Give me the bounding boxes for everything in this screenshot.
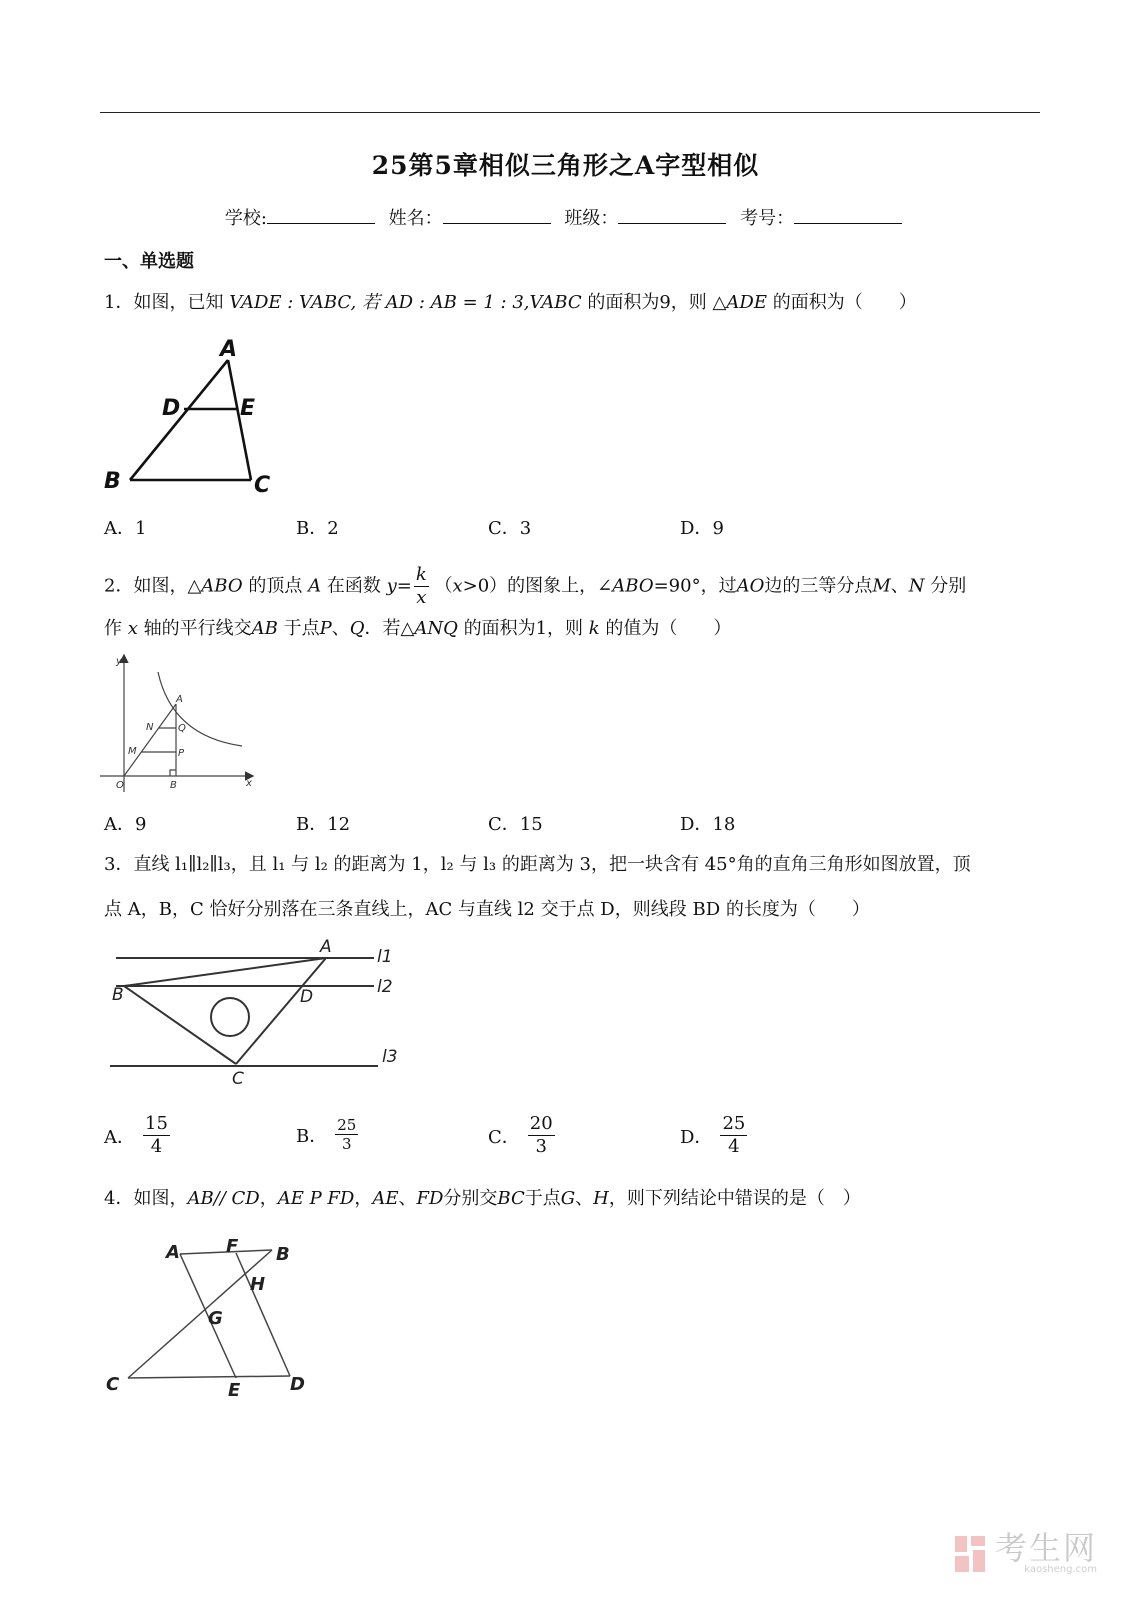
q3-option-a[interactable] <box>104 1113 170 1158</box>
label-c: C <box>232 1069 244 1089</box>
question-1-text <box>104 291 917 315</box>
info-field-school <box>225 204 379 230</box>
question-1-figure <box>96 330 296 505</box>
q2-option-a[interactable] <box>104 810 146 836</box>
question-2-line-1 <box>104 564 966 609</box>
label-l2: l2 <box>377 977 393 997</box>
q1-option-b[interactable] <box>296 514 339 540</box>
q-math: ABO <box>612 575 654 597</box>
info-field-name <box>389 204 555 230</box>
triangle-ruler-hole <box>211 998 249 1036</box>
watermark-brand: 考生网 <box>994 1529 1097 1567</box>
hyperbola-curve <box>158 672 242 746</box>
q1-option-c[interactable] <box>488 514 531 540</box>
question-4-figure <box>100 1232 330 1402</box>
segment-ao <box>124 704 176 776</box>
q-text: 的顶点 <box>248 575 303 597</box>
q-text: 直线 l₁∥l₂∥l₃，且 l₁ 与 l₂ 的距离为 1，l₂ 与 l₃ 的距离为 3，把一块含有 45°角的直角三角形如图放置，顶 <box>133 854 971 875</box>
q-text: 如图，△ <box>133 575 202 597</box>
q-text: 在函数 <box>326 575 381 597</box>
segment-bc <box>128 1250 272 1378</box>
info-label: 班级： <box>564 208 619 229</box>
option-value: 15 <box>519 814 543 835</box>
q-text: ， <box>354 1188 373 1209</box>
option-value: 18 <box>712 814 736 835</box>
fraction-numerator: 15 <box>145 1113 168 1134</box>
question-number: 1． <box>104 292 134 313</box>
q-math: AB// CD <box>187 1188 260 1209</box>
watermark-text-block <box>994 1529 1097 1575</box>
q-text: 轴的平行线交 <box>143 618 252 639</box>
q-math: y <box>386 575 397 597</box>
q2-option-b[interactable] <box>296 810 350 836</box>
option-fraction <box>143 1113 170 1158</box>
q-text: 分别 <box>930 575 967 597</box>
q-math: △ADE <box>712 292 767 313</box>
q-text: 于点 <box>524 1188 561 1209</box>
question-number: 4． <box>104 1188 134 1209</box>
q-text: ．若△ <box>364 618 415 639</box>
label-x: x <box>246 778 252 789</box>
q-text: 、 <box>331 618 350 639</box>
option-label: D． <box>680 518 713 539</box>
option-label: A． <box>104 1126 135 1148</box>
q-math: AB <box>251 618 278 639</box>
q-text: 于点 <box>283 618 320 639</box>
info-field-class <box>564 204 730 230</box>
option-value: 9 <box>135 814 147 835</box>
segment-bc <box>124 986 236 1064</box>
q-math: M <box>872 575 891 597</box>
info-blank[interactable] <box>443 209 551 224</box>
q-text: 作 <box>104 618 122 639</box>
label-c: C <box>106 1374 120 1395</box>
q-text: 、 <box>890 575 909 597</box>
q3-option-d[interactable] <box>680 1113 747 1158</box>
kaosheng-logo-icon <box>953 1534 987 1574</box>
label-b: B <box>104 469 121 494</box>
option-label: D． <box>680 1126 713 1148</box>
label-y: y <box>116 656 122 667</box>
fraction-denominator: 4 <box>150 1136 163 1157</box>
option-label: D． <box>680 814 713 835</box>
label-d: D <box>162 396 181 421</box>
q-math: AO <box>736 575 765 597</box>
q-text: 的面积为1，则 <box>463 618 584 639</box>
option-label: A． <box>104 518 135 539</box>
segment-fd <box>236 1253 290 1376</box>
label-p: P <box>178 748 185 759</box>
question-3-line-2 <box>104 898 870 922</box>
q-math: ABO <box>201 575 243 597</box>
k-over-x-fraction <box>414 564 429 609</box>
fraction-numerator: k <box>415 564 427 585</box>
question-number: 3． <box>104 854 134 875</box>
q-text: （ <box>434 575 453 597</box>
q-math: VADE : VABC, 若 AD : AB = 1 : 3,VABC <box>229 292 582 313</box>
info-field-exam-number <box>740 204 906 230</box>
info-blank[interactable] <box>618 209 726 224</box>
label-h: H <box>250 1274 266 1295</box>
option-fraction <box>720 1113 747 1158</box>
option-label: B． <box>296 518 328 539</box>
label-m: M <box>128 746 137 757</box>
q-math: ANQ <box>414 618 458 639</box>
label-a: A <box>166 1242 180 1263</box>
student-info-line <box>0 204 1131 230</box>
q-math: H <box>593 1188 609 1209</box>
q-math: FD <box>416 1188 444 1209</box>
segment-cd <box>128 1376 290 1378</box>
q-math: AE <box>372 1188 399 1209</box>
q-math: AE P FD <box>277 1188 355 1209</box>
option-label: A． <box>104 814 135 835</box>
option-label: C． <box>488 518 520 539</box>
label-l3: l3 <box>382 1047 398 1067</box>
question-4-text <box>104 1187 861 1211</box>
segment-ab <box>124 958 326 986</box>
option-value: 1 <box>135 518 147 539</box>
q-text: 、 <box>398 1188 417 1209</box>
page-title: 25第5章相似三角形之A字型相似 <box>371 151 760 180</box>
q1-option-a[interactable] <box>104 514 146 540</box>
label-g: G <box>208 1308 223 1329</box>
fraction-denominator: x <box>416 587 427 608</box>
option-label: B． <box>296 814 328 835</box>
option-fraction <box>528 1113 555 1158</box>
q-text: 点 A，B，C 恰好分别落在三条直线上，AC 与直线 l2 交于点 D，则线段 BD 的长度为（ ） <box>104 899 870 920</box>
label-b: B <box>170 780 177 791</box>
option-label: C． <box>488 1126 520 1148</box>
q-math: A <box>308 575 322 597</box>
q-text: 边的三等分点 <box>764 575 873 597</box>
header-rule <box>100 112 1040 113</box>
question-number: 2． <box>104 575 134 597</box>
option-value: 9 <box>712 518 724 539</box>
q-text: = <box>396 575 412 597</box>
q-text: 如图，已知 <box>133 292 224 313</box>
watermark <box>953 1529 1097 1575</box>
q2-option-c[interactable] <box>488 810 543 836</box>
q-math: x <box>127 618 138 639</box>
watermark-url: kaosheng.com <box>1024 1564 1097 1575</box>
label-d: D <box>300 987 314 1007</box>
q-math: P <box>319 618 332 639</box>
q-text: ，则下列结论中错误的是（ ） <box>608 1188 861 1209</box>
fraction-numerator: 25 <box>722 1113 746 1134</box>
q-text: 的值为（ ） <box>605 618 732 639</box>
fraction-numerator: 20 <box>529 1113 553 1134</box>
q3-option-b[interactable] <box>296 1116 358 1153</box>
segment-ac <box>236 958 326 1064</box>
q2-option-d[interactable] <box>680 810 735 836</box>
label-n: N <box>146 722 154 733</box>
q-text: 的面积为9，则 <box>587 292 707 313</box>
q1-option-d[interactable] <box>680 514 724 540</box>
label-d: D <box>290 1374 305 1395</box>
q-math: x <box>452 575 463 597</box>
label-o: O <box>116 780 124 791</box>
q-text: 如图， <box>133 1188 188 1209</box>
label-b: B <box>276 1244 290 1265</box>
q-math: k <box>588 618 600 639</box>
option-value: 12 <box>327 814 351 835</box>
info-label: 姓名： <box>388 208 443 229</box>
q-text: >0）的图象上，∠ <box>462 575 613 597</box>
section-heading: 一、单选题 <box>104 251 194 272</box>
option-value: 2 <box>327 518 339 539</box>
q-math: G <box>560 1188 576 1209</box>
label-a: A <box>176 694 183 705</box>
fraction-denominator: 3 <box>342 1135 352 1153</box>
label-q: Q <box>178 723 186 734</box>
option-label: C． <box>488 814 520 835</box>
option-value: 3 <box>519 518 532 539</box>
label-c: C <box>254 473 271 498</box>
info-label: 考号： <box>740 208 795 229</box>
label-f: F <box>226 1236 239 1257</box>
info-blank[interactable] <box>794 209 902 224</box>
option-fraction <box>335 1116 358 1153</box>
fraction-numerator: 25 <box>337 1116 357 1134</box>
label-a: A <box>320 937 332 957</box>
label-b: B <box>112 985 124 1005</box>
q-text: ， <box>259 1188 278 1209</box>
question-2-figure <box>96 650 266 795</box>
q-math: BC <box>497 1188 525 1209</box>
q-text: =90°，过 <box>653 575 737 597</box>
info-blank[interactable] <box>267 209 375 224</box>
label-e: E <box>228 1380 241 1401</box>
fraction-denominator: 4 <box>728 1136 740 1157</box>
question-2-line-2 <box>104 617 731 641</box>
fraction-denominator: 3 <box>535 1136 547 1157</box>
option-label: B． <box>296 1125 328 1147</box>
question-3-line-1 <box>104 853 971 877</box>
q-text: 的面积为（ ） <box>772 292 917 313</box>
q-text: 分别交 <box>443 1188 498 1209</box>
q-text: 、 <box>575 1188 594 1209</box>
q3-option-c[interactable] <box>488 1113 555 1158</box>
info-label: 学校: <box>224 208 267 229</box>
label-a: A <box>220 337 238 362</box>
label-l1: l1 <box>377 947 393 967</box>
label-e: E <box>240 396 256 421</box>
right-angle-mark <box>170 770 176 776</box>
q-math: Q <box>349 618 365 639</box>
question-3-figure <box>104 934 404 1092</box>
q-math: N <box>908 575 925 597</box>
